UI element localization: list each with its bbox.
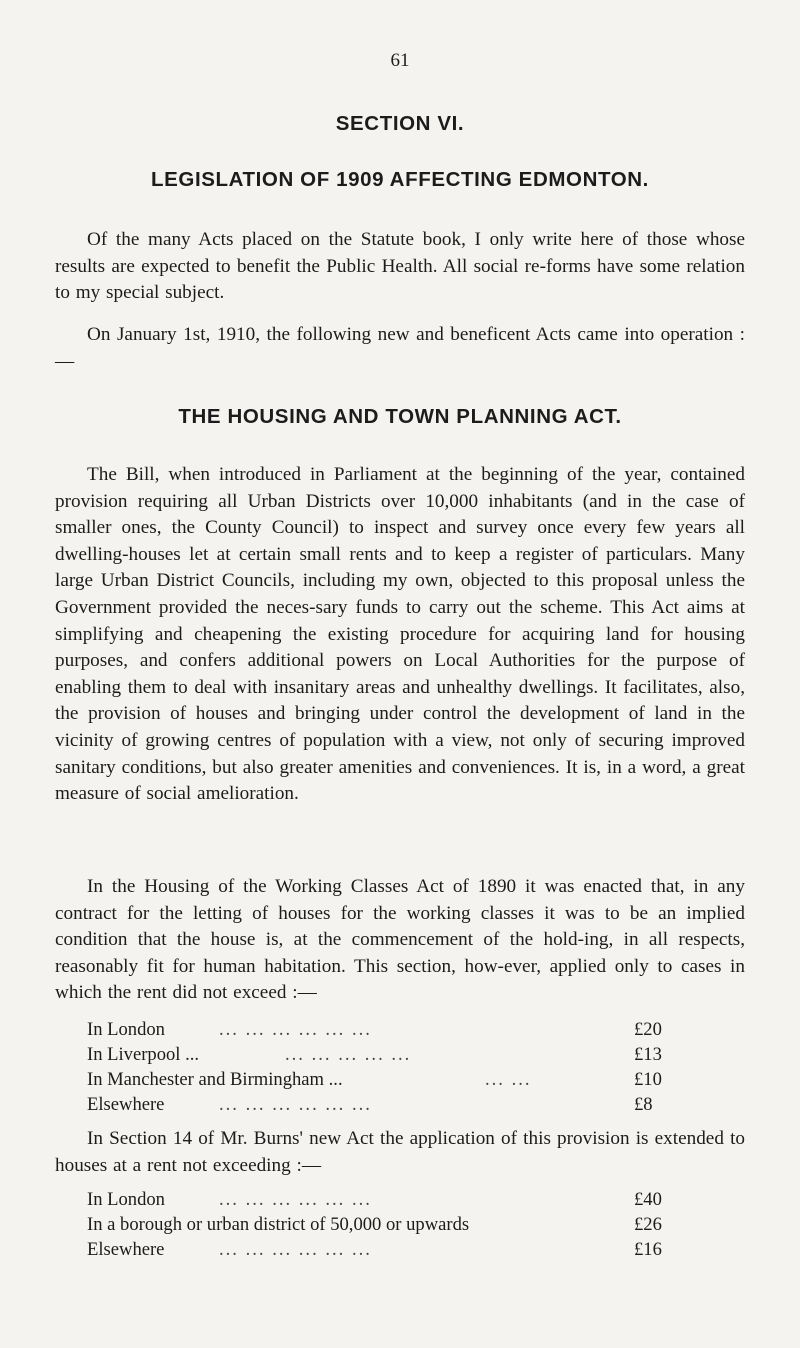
act-title: THE HOUSING AND TOWN PLANNING ACT. — [178, 405, 622, 428]
rent-row — [87, 1237, 687, 1262]
body-paragraph: The Bill, when introduced in Parliament at the beginning of the year, contained provision requiring all Urban Districts over 10,000 inhabitants (and in the case of smaller ones, the County Council) to inspect and survey once every few years all dwelling-houses let at certain small rents and to keep a register of particulars. Many large Urban District Councils, including my own, objected to this proposal unless the Government provided the neces-sary funds to carry out the scheme. This Act aims at simplifying and cheapening the existing procedure for acquiring land for housing purposes, and confers additional powers on Local Authorities for the purpose of enabling them to deal with insanitary areas and unhealthy dwellings. It facilitates, also, the provision of houses and bringing under control the development of land in the vicinity of growing centres of population with a view, not only of securing improved sanitary conditions, but also greater amenities and conveniences. It is, in a word, a great measure of social amelioration. — [55, 464, 745, 805]
section14-paragraph: In Section 14 of Mr. Burns' new Act the application of this provision is extended to houses at a rent not exceeding :— — [55, 1128, 745, 1176]
dot-leader: ... ... ... ... ... ... — [219, 1094, 372, 1115]
rent-row — [87, 1092, 687, 1117]
dot-leader: ... ... — [485, 1069, 532, 1090]
rent-place: In a borough or urban district of 50,000 or upwards — [87, 1214, 470, 1235]
rent-amount: £16 — [634, 1239, 662, 1260]
intro-paragraph: Of the many Acts placed on the Statute book, I only write here of those whose results are expected to benefit the Public Health. All social re-forms have some relation to my special subject. — [55, 229, 745, 304]
section-title: SECTION VI. — [335, 112, 465, 135]
rent-amount: £13 — [634, 1044, 662, 1065]
rent-place: In London — [87, 1019, 165, 1040]
body-paragraph: In the Housing of the Working Classes Act of 1890 it was enacted that, in any contract for the letting of houses for the working classes it was to be an implied condition that the house is, at the commencement of the hold-ing, in all respects, reasonably fit for human habitation. This section, how-ever, applied only to cases in which the rent did not exceed :— — [55, 876, 745, 1004]
rent-row — [87, 1017, 687, 1042]
rent-place: In London — [87, 1189, 165, 1210]
dot-leader: ... ... ... ... ... — [285, 1044, 412, 1065]
page-number: 61 — [390, 50, 410, 71]
rent-place: In Liverpool ... — [87, 1044, 200, 1065]
rent-row — [87, 1067, 687, 1092]
dot-leader: ... ... ... ... ... ... — [219, 1189, 372, 1210]
main-title: LEGISLATION OF 1909 AFFECTING EDMONTON. — [151, 168, 649, 191]
rent-amount: £8 — [634, 1094, 653, 1115]
rent-row — [87, 1042, 687, 1067]
rent-amount: £26 — [634, 1214, 662, 1235]
rent-place: Elsewhere — [87, 1094, 165, 1115]
rent-amount: £20 — [634, 1019, 662, 1040]
rent-table-new — [87, 1187, 687, 1262]
dot-leader: ... ... ... ... ... ... — [219, 1019, 372, 1040]
rent-table-1890 — [87, 1017, 687, 1117]
rent-amount: £10 — [634, 1069, 662, 1090]
dot-leader: ... ... ... ... ... ... — [219, 1239, 372, 1260]
rent-amount: £40 — [634, 1189, 662, 1210]
intro-paragraph: On January 1st, 1910, the following new and beneficent Acts came into operation :— — [55, 324, 745, 372]
rent-place: Elsewhere — [87, 1239, 165, 1260]
rent-row — [87, 1187, 687, 1212]
rent-place: In Manchester and Birmingham ... — [87, 1069, 343, 1090]
rent-row — [87, 1212, 687, 1237]
